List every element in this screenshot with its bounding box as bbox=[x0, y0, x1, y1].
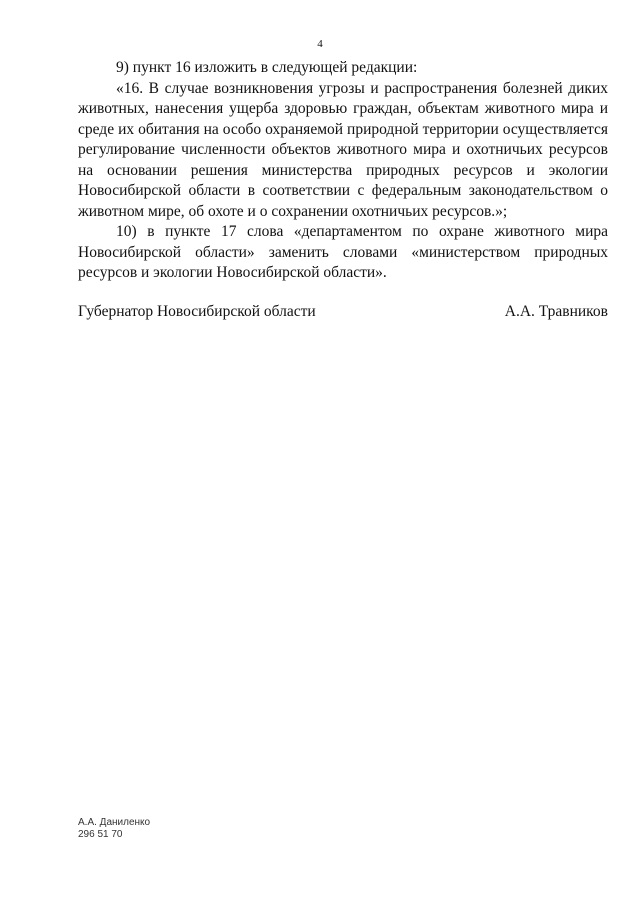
executor-phone: 296 51 70 bbox=[78, 829, 123, 840]
paragraph-point-16-new-text: «16. В случае возникновения угрозы и распространения болезней диких животных, нанесения ущерба здоровью граждан, объектам животного мира и среде их обитания на особо охраняемой природной территории осуществляется регулирование численности объектов животного мира и охотничьих ресурсов на основании решения министерства природных ресурсов и экологии Новосибирской области в соответствии с федеральным законодательством о животном мире, об охоте и о сохранении охотничьих ресурсов.»; bbox=[78, 79, 608, 220]
executor-name: А.А. Даниленко bbox=[78, 817, 151, 828]
page-number: 4 bbox=[317, 38, 323, 50]
signature-block bbox=[78, 302, 608, 322]
executor-contact bbox=[78, 817, 150, 841]
paragraph-item-9: 9) пункт 16 изложить в следующей редакции: bbox=[116, 59, 418, 76]
paragraph-item-10: 10) в пункте 17 слова «департаментом по охране животного мира Новосибирской области» заменить словами «министерством природных ресурсов и экологии Новосибирской области». bbox=[78, 223, 608, 281]
document-body bbox=[78, 58, 608, 284]
signatory-position: Губернатор Новосибирской области bbox=[78, 303, 316, 320]
signatory-name: А.А. Травников bbox=[504, 303, 608, 320]
